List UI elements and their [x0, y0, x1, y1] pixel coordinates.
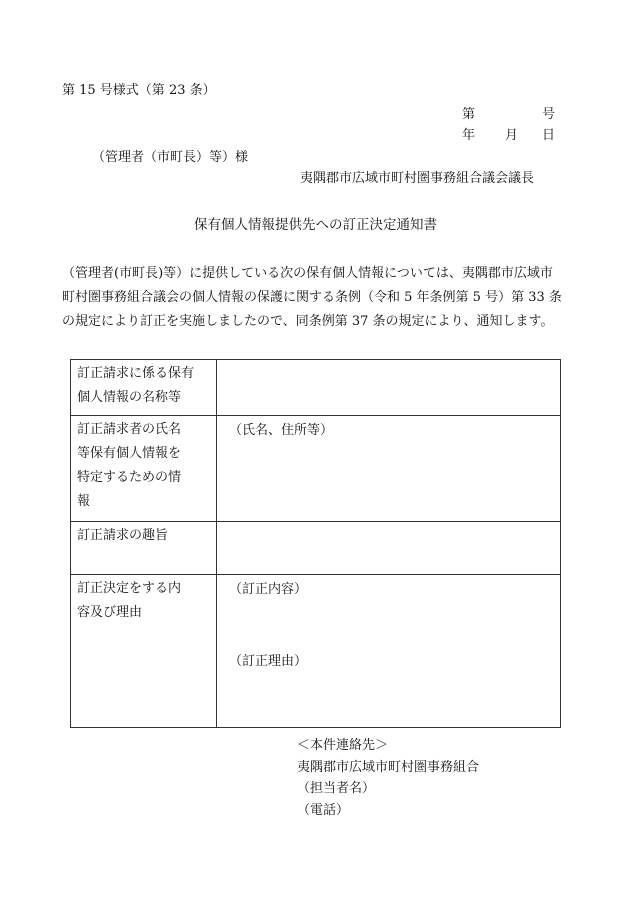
addressee: （管理者（市町長）等）様	[92, 150, 249, 165]
label-cell-requester: 訂正請求者の氏名 等保有個人情報を 特定するための情 報	[71, 416, 217, 522]
body-text	[62, 262, 562, 334]
value-cell-info-name	[217, 360, 561, 416]
contact-heading: ＜本件連絡先＞	[297, 738, 389, 753]
body-line: の規定により訂正を実施しましたので、同条例第 37 条の規定により、通知します。	[62, 314, 554, 329]
form-number: 第 15 号様式（第 23 条）	[62, 83, 216, 98]
table-row	[71, 416, 561, 522]
label-cell-info-name: 訂正請求に係る保有 個人情報の名称等	[71, 360, 217, 416]
sender: 夷隅郡市広域市町村圏事務組合議会議長	[300, 171, 535, 186]
value-cell-decision	[217, 575, 561, 728]
contact-person: （担当者名）	[297, 781, 376, 796]
information-table	[70, 359, 561, 728]
document-title: 保有個人情報提供先への訂正決定通知書	[194, 217, 437, 233]
table-row	[71, 522, 561, 575]
correction-reason-note: （訂正理由）	[229, 654, 308, 669]
date-year: 年	[462, 128, 476, 143]
value-cell-purpose	[217, 522, 561, 575]
correction-content-note: （訂正内容）	[229, 582, 308, 597]
document-number-prefix: 第	[462, 107, 476, 122]
date-month: 月	[505, 128, 519, 143]
contact-block	[297, 735, 479, 821]
table-row	[71, 360, 561, 416]
label-cell-decision: 訂正決定をする内 容及び理由	[71, 575, 217, 728]
date-day: 日	[542, 128, 556, 143]
table-row	[71, 575, 561, 728]
body-line: （管理者(市町長)等）に提供している次の保有個人情報については、夷隅郡市広域市	[62, 266, 553, 281]
document-number-suffix: 号	[542, 107, 556, 122]
contact-phone: （電話）	[297, 802, 350, 818]
body-line: 町村圏事務組合議会の個人情報の保護に関する条例（令和 5 年条例第 5 号）第 33 条	[62, 290, 562, 305]
label-cell-purpose: 訂正請求の趣旨	[71, 522, 217, 575]
value-cell-requester: （氏名、住所等）	[217, 416, 561, 522]
contact-organization: 夷隅郡市広域市町村圏事務組合	[297, 759, 480, 775]
